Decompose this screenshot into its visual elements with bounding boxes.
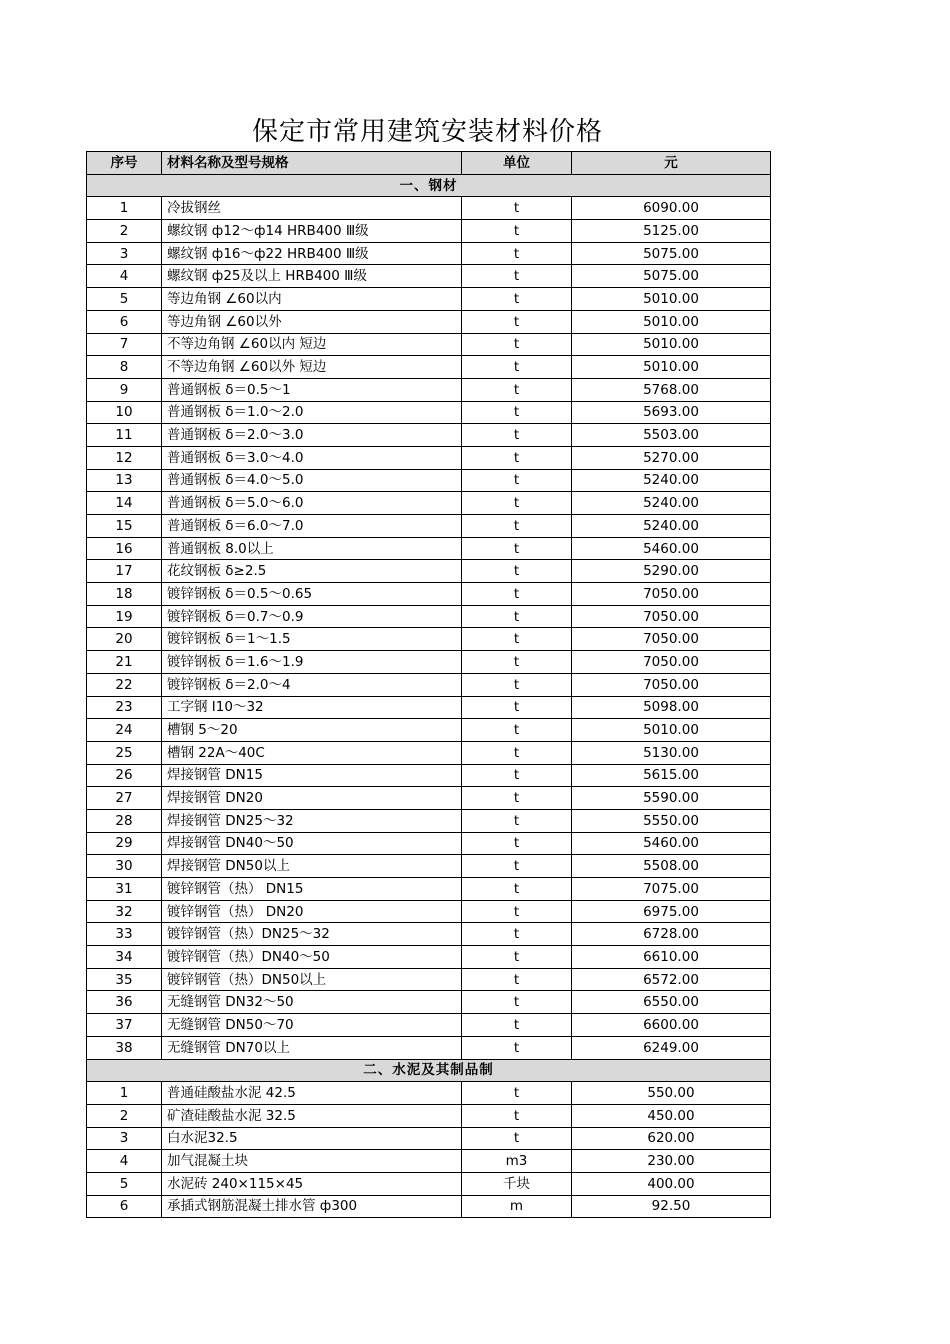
table-row [87,1127,771,1150]
cell-price: 5010.00 [572,310,771,333]
cell-no: 13 [87,469,162,492]
table-row [87,991,771,1014]
cell-no: 5 [87,288,162,311]
cell-no: 29 [87,832,162,855]
cell-name: 普通钢板 8.0以上 [162,537,462,560]
cell-name: 无缝钢管 DN70以上 [162,1036,462,1059]
cell-unit: t [462,515,572,538]
cell-price: 5130.00 [572,741,771,764]
cell-name: 镀锌钢板 δ＝1.6～1.9 [162,651,462,674]
table-row [87,492,771,515]
cell-no: 2 [87,220,162,243]
cell-name: 普通钢板 δ＝2.0～3.0 [162,424,462,447]
cell-name: 白水泥32.5 [162,1127,462,1150]
cell-name: 螺纹钢 ф25及以上 HRB400 Ⅲ级 [162,265,462,288]
table-row [87,378,771,401]
cell-price: 5290.00 [572,560,771,583]
cell-name: 普通硅酸盐水泥 42.5 [162,1082,462,1105]
cell-name: 焊接钢管 DN50以上 [162,855,462,878]
cell-unit: t [462,832,572,855]
cell-unit: t [462,1082,572,1105]
cell-unit: t [462,401,572,424]
cell-price: 7050.00 [572,651,771,674]
cell-no: 21 [87,651,162,674]
cell-unit: t [462,469,572,492]
table-row [87,946,771,969]
table-row [87,764,771,787]
table-row [87,333,771,356]
table-row [87,832,771,855]
cell-price: 5508.00 [572,855,771,878]
header-unit: 单位 [462,152,572,175]
table-row [87,1172,771,1195]
cell-price: 5010.00 [572,719,771,742]
cell-no: 1 [87,197,162,220]
table-row [87,265,771,288]
cell-unit: t [462,1036,572,1059]
cell-unit: t [462,288,572,311]
cell-no: 16 [87,537,162,560]
table-row [87,855,771,878]
cell-no: 7 [87,333,162,356]
cell-no: 12 [87,446,162,469]
cell-unit: t [462,220,572,243]
cell-no: 5 [87,1172,162,1195]
cell-no: 4 [87,1150,162,1173]
cell-price: 5270.00 [572,446,771,469]
table-row [87,242,771,265]
cell-name: 普通钢板 δ＝6.0～7.0 [162,515,462,538]
cell-price: 5125.00 [572,220,771,243]
cell-no: 32 [87,900,162,923]
cell-price: 5240.00 [572,515,771,538]
cell-unit: 千块 [462,1172,572,1195]
cell-unit: m [462,1195,572,1218]
cell-no: 24 [87,719,162,742]
cell-no: 11 [87,424,162,447]
page-title: 保定市常用建筑安装材料价格 [251,117,603,147]
cell-no: 26 [87,764,162,787]
cell-unit: t [462,605,572,628]
table-row [87,605,771,628]
cell-no: 22 [87,673,162,696]
cell-unit: t [462,356,572,379]
cell-name: 镀锌钢板 δ＝0.7～0.9 [162,605,462,628]
section-row [87,174,771,197]
table-row [87,1036,771,1059]
cell-unit: t [462,696,572,719]
table-row [87,197,771,220]
table-row [87,1082,771,1105]
table-row [87,1104,771,1127]
table-row [87,1014,771,1037]
cell-name: 焊接钢管 DN15 [162,764,462,787]
cell-unit: t [462,583,572,606]
cell-name: 等边角钢 ∠60以外 [162,310,462,333]
cell-unit: t [462,923,572,946]
cell-price: 5615.00 [572,764,771,787]
cell-name: 冷拔钢丝 [162,197,462,220]
header-price: 元 [572,152,771,175]
cell-no: 34 [87,946,162,969]
cell-unit: t [462,764,572,787]
cell-name: 镀锌钢管（热）DN40～50 [162,946,462,969]
cell-unit: t [462,741,572,764]
cell-price: 5550.00 [572,809,771,832]
cell-name: 不等边角钢 ∠60以外 短边 [162,356,462,379]
cell-no: 28 [87,809,162,832]
table-row [87,560,771,583]
cell-name: 工字钢 Ⅰ10～32 [162,696,462,719]
cell-price: 6975.00 [572,900,771,923]
cell-name: 无缝钢管 DN50～70 [162,1014,462,1037]
cell-price: 7050.00 [572,583,771,606]
cell-unit: t [462,1014,572,1037]
cell-no: 31 [87,878,162,901]
table-row [87,515,771,538]
cell-price: 5010.00 [572,333,771,356]
cell-unit: t [462,310,572,333]
cell-price: 6550.00 [572,991,771,1014]
cell-no: 30 [87,855,162,878]
cell-no: 33 [87,923,162,946]
cell-price: 7050.00 [572,605,771,628]
cell-name: 普通钢板 δ＝0.5～1 [162,378,462,401]
cell-price: 7050.00 [572,673,771,696]
cell-unit: t [462,333,572,356]
cell-price: 6090.00 [572,197,771,220]
cell-no: 2 [87,1104,162,1127]
cell-name: 承插式钢筋混凝土排水管 ф300 [162,1195,462,1218]
cell-price: 6249.00 [572,1036,771,1059]
cell-name: 加气混凝土块 [162,1150,462,1173]
cell-price: 5240.00 [572,469,771,492]
cell-name: 普通钢板 δ＝1.0～2.0 [162,401,462,424]
cell-unit: t [462,946,572,969]
table-row [87,673,771,696]
cell-name: 螺纹钢 ф16～ф22 HRB400 Ⅲ级 [162,242,462,265]
cell-price: 5460.00 [572,537,771,560]
cell-no: 1 [87,1082,162,1105]
cell-name: 镀锌钢管（热） DN20 [162,900,462,923]
cell-name: 镀锌钢板 δ＝2.0～4 [162,673,462,696]
cell-name: 焊接钢管 DN20 [162,787,462,810]
cell-name: 花纹钢板 δ≥2.5 [162,560,462,583]
cell-name: 矿渣硅酸盐水泥 32.5 [162,1104,462,1127]
table-row [87,809,771,832]
cell-name: 焊接钢管 DN40～50 [162,832,462,855]
cell-no: 20 [87,628,162,651]
cell-name: 槽钢 22A～40C [162,741,462,764]
cell-unit: t [462,1104,572,1127]
table-row [87,1195,771,1218]
cell-price: 5075.00 [572,242,771,265]
table-row [87,741,771,764]
cell-name: 镀锌钢板 δ＝1～1.5 [162,628,462,651]
cell-unit: t [462,651,572,674]
table-row [87,923,771,946]
cell-no: 38 [87,1036,162,1059]
cell-no: 17 [87,560,162,583]
cell-no: 9 [87,378,162,401]
cell-unit: t [462,424,572,447]
cell-unit: t [462,446,572,469]
cell-no: 19 [87,605,162,628]
cell-price: 400.00 [572,1172,771,1195]
cell-no: 8 [87,356,162,379]
cell-price: 5010.00 [572,288,771,311]
table-row [87,424,771,447]
cell-price: 5240.00 [572,492,771,515]
cell-price: 5010.00 [572,356,771,379]
table-row [87,1150,771,1173]
table-row [87,469,771,492]
cell-no: 36 [87,991,162,1014]
cell-price: 7075.00 [572,878,771,901]
cell-no: 14 [87,492,162,515]
cell-name: 等边角钢 ∠60以内 [162,288,462,311]
cell-name: 镀锌钢管（热） DN15 [162,878,462,901]
cell-no: 18 [87,583,162,606]
cell-price: 5460.00 [572,832,771,855]
cell-no: 4 [87,265,162,288]
cell-no: 3 [87,1127,162,1150]
table-body [87,174,771,1218]
table-row [87,787,771,810]
table-row [87,401,771,424]
cell-name: 普通钢板 δ＝3.0～4.0 [162,446,462,469]
cell-price: 5768.00 [572,378,771,401]
header-name: 材料名称及型号规格 [162,152,462,175]
cell-price: 6600.00 [572,1014,771,1037]
cell-unit: t [462,628,572,651]
cell-unit: t [462,378,572,401]
table-row [87,900,771,923]
table-row [87,628,771,651]
cell-price: 5098.00 [572,696,771,719]
cell-no: 10 [87,401,162,424]
cell-price: 620.00 [572,1127,771,1150]
cell-no: 35 [87,968,162,991]
cell-unit: t [462,265,572,288]
section-title: 二、水泥及其制品制 [87,1059,771,1082]
cell-unit: t [462,968,572,991]
cell-unit: t [462,537,572,560]
cell-unit: t [462,242,572,265]
cell-price: 550.00 [572,1082,771,1105]
cell-no: 6 [87,1195,162,1218]
table-row [87,583,771,606]
cell-unit: t [462,991,572,1014]
cell-no: 3 [87,242,162,265]
cell-price: 6610.00 [572,946,771,969]
cell-unit: t [462,809,572,832]
table-row [87,356,771,379]
cell-name: 无缝钢管 DN32～50 [162,991,462,1014]
cell-no: 15 [87,515,162,538]
cell-name: 槽钢 5～20 [162,719,462,742]
cell-unit: t [462,855,572,878]
cell-price: 6572.00 [572,968,771,991]
cell-name: 不等边角钢 ∠60以内 短边 [162,333,462,356]
cell-unit: t [462,878,572,901]
cell-no: 27 [87,787,162,810]
cell-name: 普通钢板 δ＝5.0～6.0 [162,492,462,515]
cell-name: 镀锌钢板 δ＝0.5～0.65 [162,583,462,606]
cell-name: 焊接钢管 DN25～32 [162,809,462,832]
table-row [87,651,771,674]
cell-name: 螺纹钢 ф12～ф14 HRB400 Ⅲ级 [162,220,462,243]
table-row [87,310,771,333]
cell-no: 6 [87,310,162,333]
cell-name: 镀锌钢管（热）DN25～32 [162,923,462,946]
section-row [87,1059,771,1082]
table-row [87,719,771,742]
table-row [87,220,771,243]
cell-unit: t [462,1127,572,1150]
cell-no: 37 [87,1014,162,1037]
cell-unit: m3 [462,1150,572,1173]
table-row [87,878,771,901]
table-row [87,696,771,719]
cell-unit: t [462,787,572,810]
table-row [87,446,771,469]
cell-price: 5075.00 [572,265,771,288]
table-row [87,537,771,560]
cell-price: 5693.00 [572,401,771,424]
cell-unit: t [462,719,572,742]
cell-price: 230.00 [572,1150,771,1173]
header-row [87,152,771,175]
cell-unit: t [462,900,572,923]
table-row [87,288,771,311]
cell-price: 450.00 [572,1104,771,1127]
header-no: 序号 [87,152,162,175]
table-row [87,968,771,991]
cell-name: 水泥砖 240×115×45 [162,1172,462,1195]
cell-price: 6728.00 [572,923,771,946]
section-title: 一、钢材 [87,174,771,197]
price-table [86,151,771,1218]
cell-no: 23 [87,696,162,719]
cell-price: 5590.00 [572,787,771,810]
cell-unit: t [462,197,572,220]
cell-price: 7050.00 [572,628,771,651]
cell-name: 镀锌钢管（热）DN50以上 [162,968,462,991]
cell-unit: t [462,673,572,696]
cell-unit: t [462,560,572,583]
cell-name: 普通钢板 δ＝4.0～5.0 [162,469,462,492]
cell-price: 92.50 [572,1195,771,1218]
cell-no: 25 [87,741,162,764]
cell-unit: t [462,492,572,515]
cell-price: 5503.00 [572,424,771,447]
